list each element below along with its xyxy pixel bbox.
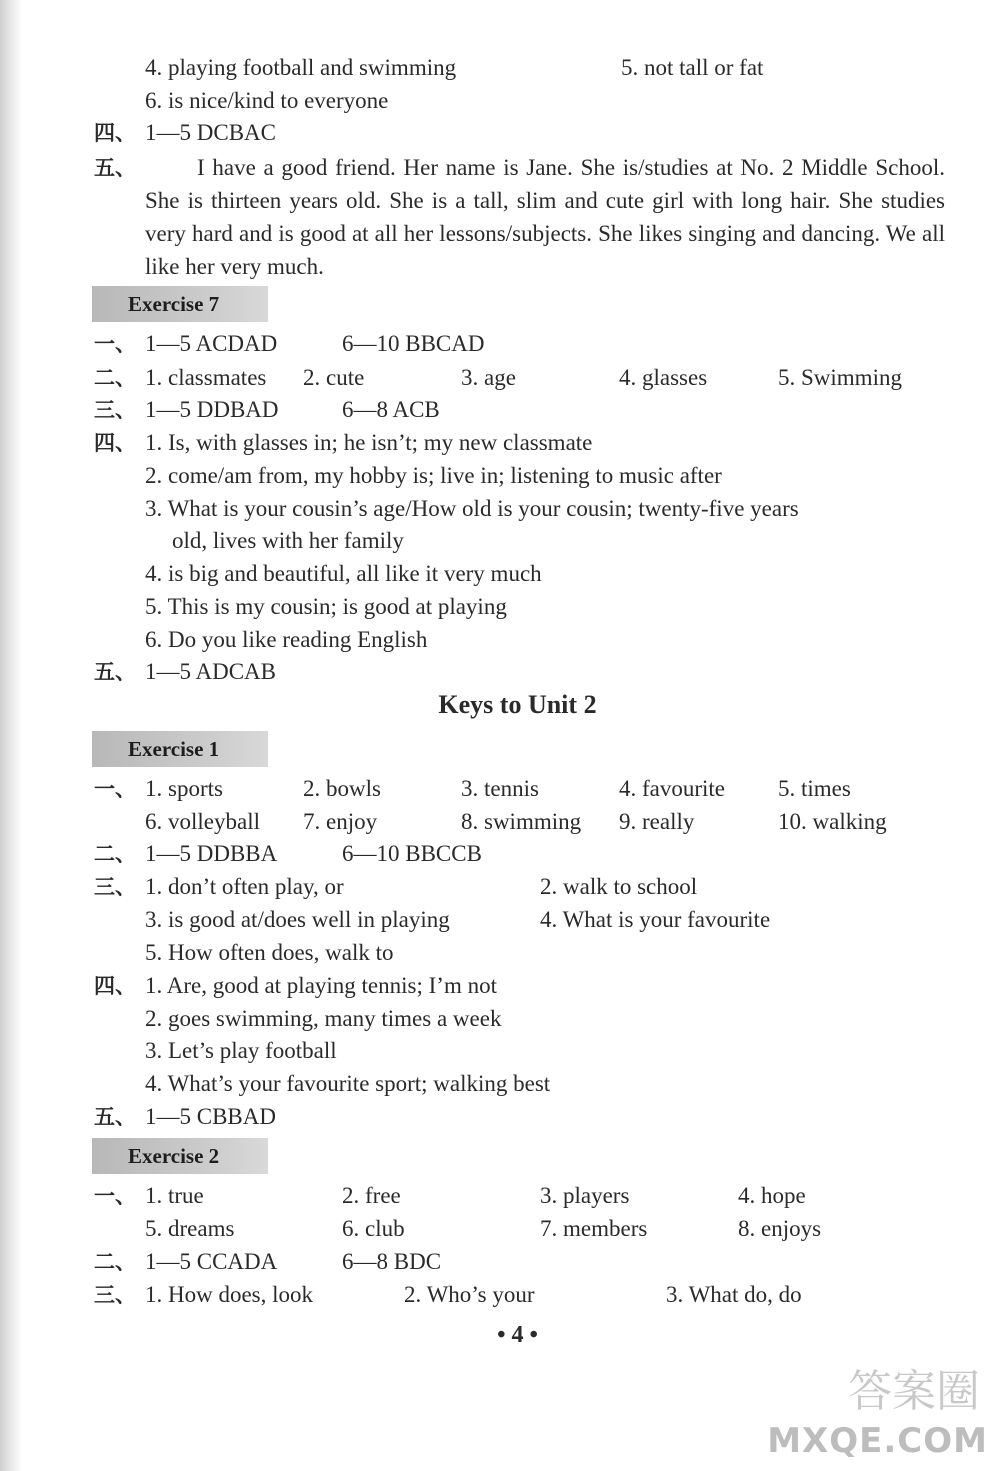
section-marker: 二、 bbox=[94, 1250, 136, 1274]
answer-item: 5. times bbox=[778, 776, 851, 801]
answer-item: 3. players bbox=[540, 1183, 630, 1208]
answer-item: 1—5 DDBAD bbox=[145, 397, 279, 422]
answer-item: 1—5 CCADA bbox=[145, 1249, 278, 1274]
section-marker: 二、 bbox=[94, 366, 136, 390]
section-marker: 四、 bbox=[94, 431, 136, 455]
section-marker: 五、 bbox=[94, 660, 136, 684]
composition-paragraph bbox=[145, 151, 945, 283]
answer-item: 6—10 BBCCB bbox=[342, 841, 482, 866]
answer-item: 7. enjoy bbox=[303, 809, 378, 834]
answer-item: 3. What is your cousin’s age/How old is your cousin; twenty-five years bbox=[145, 496, 799, 521]
answer-item: 4. playing football and swimming bbox=[145, 55, 457, 80]
section-marker: 三、 bbox=[94, 398, 136, 422]
watermark-logo-text: 答案圈 bbox=[848, 1366, 980, 1417]
answer-item: 3. What do, do bbox=[666, 1282, 802, 1307]
answer-item: 5. How often does, walk to bbox=[145, 940, 394, 965]
answer-item: 4. hope bbox=[738, 1183, 806, 1208]
answer-item: 5. This is my cousin; is good at playing bbox=[145, 594, 507, 619]
answer-item: 1—5 DCBAC bbox=[145, 120, 276, 145]
section-marker: 四、 bbox=[94, 121, 136, 145]
answer-item: 9. really bbox=[619, 809, 695, 834]
answer-item: 4. favourite bbox=[619, 776, 726, 801]
answer-item: 2. Who’s your bbox=[404, 1282, 535, 1307]
answer-item: 2. come/am from, my hobby is; live in; listening to music after bbox=[145, 463, 722, 488]
exercise-7-label: Exercise 7 bbox=[92, 286, 268, 322]
answer-item: 6—10 BBCAD bbox=[342, 331, 485, 356]
answer-item: 1. Is, with glasses in; he isn’t; my new classmate bbox=[145, 430, 593, 455]
answer-item: 1. true bbox=[145, 1183, 204, 1208]
answer-item: 2. goes swimming, many times a week bbox=[145, 1006, 502, 1031]
answer-item: 6—8 BDC bbox=[342, 1249, 442, 1274]
answer-item: 4. What’s your favourite sport; walking best bbox=[145, 1071, 551, 1096]
answer-item: old, lives with her family bbox=[172, 528, 404, 553]
exercise-2-label: Exercise 2 bbox=[92, 1138, 268, 1174]
answer-item: 2. cute bbox=[303, 365, 365, 390]
answer-item: 6. Do you like reading English bbox=[145, 627, 428, 652]
answer-item: 7. members bbox=[540, 1216, 648, 1241]
answer-item: 6—8 ACB bbox=[342, 397, 440, 422]
section-marker: 一、 bbox=[94, 777, 136, 801]
answer-item: 1—5 ADCAB bbox=[145, 659, 276, 684]
answer-item: 1—5 DDBBA bbox=[145, 841, 278, 866]
answer-item: 5. Swimming bbox=[778, 365, 902, 390]
section-marker: 一、 bbox=[94, 332, 136, 356]
answer-item: 3. age bbox=[461, 365, 516, 390]
section-marker: 五、 bbox=[94, 1105, 136, 1129]
watermark-url: MXQE.COM bbox=[767, 1421, 988, 1461]
answer-item: 6. volleyball bbox=[145, 809, 260, 834]
answer-item: 2. free bbox=[342, 1183, 401, 1208]
answer-item: 5. not tall or fat bbox=[621, 55, 764, 80]
answer-item: 2. walk to school bbox=[540, 874, 698, 899]
page-number: • 4 • bbox=[497, 1322, 538, 1348]
answer-item: 6. club bbox=[342, 1216, 405, 1241]
exercise-1-label: Exercise 1 bbox=[92, 731, 268, 767]
section-marker: 二、 bbox=[94, 842, 136, 866]
section-marker: 五、 bbox=[94, 156, 136, 180]
composition-text: I have a good friend. Her name is Jane. She is/studies at No. 2 Middle School. She is thirteen years old. She is a tall, slim and cute girl with long hair. She studies very hard and is good at all her lessons/subjects. She likes singing and dancing. We all like her very much. bbox=[145, 155, 945, 279]
answer-item: 8. enjoys bbox=[738, 1216, 822, 1241]
answer-item: 5. dreams bbox=[145, 1216, 235, 1241]
section-marker: 三、 bbox=[94, 1283, 136, 1307]
book-spine-shadow bbox=[0, 0, 22, 1471]
answer-item: 3. tennis bbox=[461, 776, 539, 801]
answer-item: 1—5 ACDAD bbox=[145, 331, 278, 356]
section-marker: 三、 bbox=[94, 875, 136, 899]
answer-item: 4. glasses bbox=[619, 365, 708, 390]
section-marker: 一、 bbox=[94, 1184, 136, 1208]
answer-item: 1. sports bbox=[145, 776, 223, 801]
answer-item: 1—5 CBBAD bbox=[145, 1104, 276, 1129]
answer-item: 3. is good at/does well in playing bbox=[145, 907, 450, 932]
answer-item: 1. classmates bbox=[145, 365, 267, 390]
answer-item: 6. is nice/kind to everyone bbox=[145, 88, 389, 113]
section-marker: 四、 bbox=[94, 974, 136, 998]
answer-item: 10. walking bbox=[778, 809, 887, 834]
answer-item: 1. don’t often play, or bbox=[145, 874, 344, 899]
answer-item: 4. What is your favourite bbox=[540, 907, 771, 932]
answer-item: 2. bowls bbox=[303, 776, 381, 801]
answer-item: 1. How does, look bbox=[145, 1282, 314, 1307]
answer-item: 4. is big and beautiful, all like it very much bbox=[145, 561, 542, 586]
unit-heading: Keys to Unit 2 bbox=[438, 690, 597, 719]
answer-item: 3. Let’s play football bbox=[145, 1038, 337, 1063]
answer-item: 8. swimming bbox=[461, 809, 582, 834]
answer-item: 1. Are, good at playing tennis; I’m not bbox=[145, 973, 497, 998]
